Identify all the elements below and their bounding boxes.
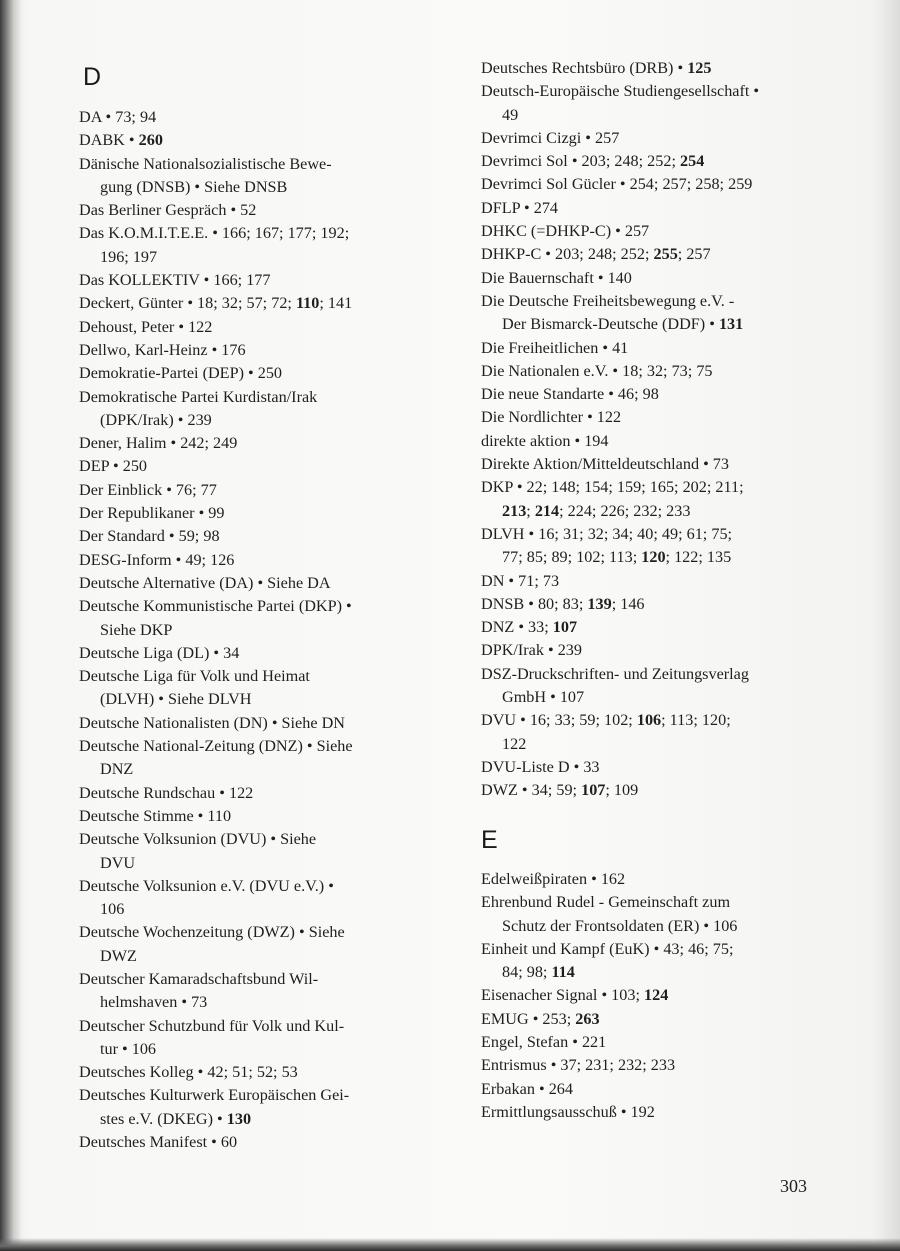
index-entry: Devrimci Sol • 203; 248; 252; 254 bbox=[481, 152, 705, 171]
index-entry: Edelweißpiraten • 162 bbox=[481, 870, 626, 888]
index-entry: Devrimci Cizgi • 257 bbox=[481, 128, 620, 147]
index-entry: Der Standard • 59; 98 bbox=[79, 527, 220, 546]
entries-e bbox=[481, 868, 826, 1124]
index-entry: Engel, Stefan • 221 bbox=[481, 1033, 607, 1052]
index-entry: Die Deutsche Freiheitsbewegung e.V. - Der Bismarck-Deutsche (DDF) • 131 bbox=[481, 291, 744, 334]
entries-d-right bbox=[481, 57, 826, 803]
index-entry: Ermittlungsausschuß • 192 bbox=[481, 1102, 655, 1121]
index-entry: Die Nordlichter • 122 bbox=[481, 408, 622, 427]
page-bottom-shadow bbox=[0, 1238, 900, 1251]
index-entry: Deutsche Volksunion e.V. (DVU e.V.) • 106 bbox=[79, 876, 334, 919]
index-entry: DA • 73; 94 bbox=[79, 108, 157, 126]
index-entry: DFLP • 274 bbox=[481, 198, 559, 217]
index-entry: Dehoust, Peter • 122 bbox=[79, 317, 213, 336]
index-entry: Deutsche Stimme • 110 bbox=[79, 806, 232, 825]
index-entry: Die Bauernschaft • 140 bbox=[481, 268, 632, 287]
index-entry: Deutsches Manifest • 60 bbox=[79, 1133, 238, 1152]
index-entry: DESG-Inform • 49; 126 bbox=[79, 550, 235, 569]
index-entry: Erbakan • 264 bbox=[481, 1079, 573, 1098]
index-entry: Deutsche Wochenzeitung (DWZ) • Siehe DWZ bbox=[79, 923, 345, 965]
index-entry: Deckert, Günter • 18; 32; 57; 72; 110; 141 bbox=[79, 294, 353, 313]
section-letter-d: D bbox=[83, 63, 102, 91]
index-entry: Eisenacher Signal • 103; 124 bbox=[481, 986, 669, 1005]
index-entry: DVU • 16; 33; 59; 102; 106; 113; 120; 122 bbox=[481, 711, 731, 753]
index-entry: Deutsche Nationalisten (DN) • Siehe DN bbox=[79, 713, 345, 732]
entries-d-left bbox=[79, 106, 414, 1154]
index-entry: Deutsche Liga für Volk und Heimat (DLVH) • Siehe DLVH bbox=[79, 667, 310, 709]
index-entry: Die neue Standarte • 46; 98 bbox=[481, 385, 659, 404]
index-entry: Deutsche Rundschau • 122 bbox=[79, 783, 254, 802]
index-entry: Deutsches Kulturwerk Europäischen Gei- stes e.V. (DKEG) • 130 bbox=[79, 1086, 350, 1128]
index-entry: DWZ • 34; 59; 107; 109 bbox=[481, 781, 639, 800]
index-entry: DLVH • 16; 31; 32; 34; 40; 49; 61; 75; 77; 85; 89; 102; 113; 120; 122; 135 bbox=[481, 524, 733, 567]
index-entry: Deutsche Kommunistische Partei (DKP) • Siehe DKP bbox=[79, 597, 352, 639]
index-entry: DKP • 22; 148; 154; 159; 165; 202; 211; 213; 214; 224; 226; 232; 233 bbox=[481, 478, 744, 520]
index-entry: Deutsches Kolleg • 42; 51; 52; 53 bbox=[79, 1063, 298, 1082]
book-spine-shadow bbox=[0, 0, 22, 1251]
index-entry: DHKC (=DHKP-C) • 257 bbox=[481, 222, 650, 241]
index-entry: Einheit und Kampf (EuK) • 43; 46; 75; 84; 98; 114 bbox=[481, 939, 734, 982]
index-entry: Dänische Nationalsozialistische Bewe- gung (DNSB) • Siehe DNSB bbox=[79, 154, 332, 196]
index-entry: Der Einblick • 76; 77 bbox=[79, 480, 217, 499]
index-entry: Deutsches Rechtsbüro (DRB) • 125 bbox=[481, 59, 712, 77]
index-entry: Dellwo, Karl-Heinz • 176 bbox=[79, 340, 246, 359]
index-entry: Deutscher Schutzbund für Volk und Kul- tur • 106 bbox=[79, 1016, 345, 1058]
index-entry: Die Freiheitlichen • 41 bbox=[481, 338, 629, 357]
index-entry: EMUG • 253; 263 bbox=[481, 1009, 600, 1028]
index-entry: Deutsche National-Zeitung (DNZ) • Siehe DNZ bbox=[79, 737, 353, 779]
index-entry: DABK • 260 bbox=[79, 131, 163, 150]
index-entry: Ehrenbund Rudel - Gemeinschaft zum Schutz der Frontsoldaten (ER) • 106 bbox=[481, 893, 738, 935]
index-entry: DN • 71; 73 bbox=[481, 571, 560, 590]
index-entry: DNZ • 33; 107 bbox=[481, 618, 578, 637]
index-entry: DEP • 250 bbox=[79, 457, 148, 476]
index-entry: Demokratische Partei Kurdistan/Irak (DPK/Irak) • 239 bbox=[79, 387, 318, 429]
index-entry: Deutsche Liga (DL) • 34 bbox=[79, 643, 240, 662]
index-entry: Der Republikaner • 99 bbox=[79, 504, 225, 523]
index-entry: DHKP-C • 203; 248; 252; 255; 257 bbox=[481, 245, 711, 264]
index-entry: Devrimci Sol Gücler • 254; 257; 258; 259 bbox=[481, 175, 753, 194]
index-entry: DNSB • 80; 83; 139; 146 bbox=[481, 594, 645, 613]
index-entry: Deutsche Volksunion (DVU) • Siehe DVU bbox=[79, 830, 317, 872]
index-entry: Direkte Aktion/Mitteldeutschland • 73 bbox=[481, 455, 729, 474]
index-entry: Entrismus • 37; 231; 232; 233 bbox=[481, 1056, 676, 1075]
index-entry: Das Berliner Gespräch • 52 bbox=[79, 201, 257, 220]
page-number: 303 bbox=[780, 1176, 807, 1196]
index-entry: DPK/Irak • 239 bbox=[481, 641, 582, 660]
section-letter-e: E bbox=[481, 826, 498, 854]
index-entry: Das K.O.M.I.T.E.E. • 166; 167; 177; 192; 196; 197 bbox=[79, 224, 350, 266]
index-entry: Das KOLLEKTIV • 166; 177 bbox=[79, 271, 271, 290]
index-entry: Dener, Halim • 242; 249 bbox=[79, 434, 238, 453]
index-entry: Deutscher Kamaradschaftsbund Wil- helmshaven • 73 bbox=[79, 969, 319, 1012]
index-entry: DSZ-Druckschriften- und Zeitungsverlag GmbH • 107 bbox=[481, 664, 749, 707]
index-entry: DVU-Liste D • 33 bbox=[481, 757, 600, 776]
index-entry: direkte aktion • 194 bbox=[481, 431, 609, 450]
index-entry: Deutsche Alternative (DA) • Siehe DA bbox=[79, 573, 331, 592]
index-entry: Die Nationalen e.V. • 18; 32; 73; 75 bbox=[481, 361, 713, 380]
index-entry: Deutsch-Europäische Studiengesellschaft • 49 bbox=[481, 82, 760, 124]
index-entry: Demokratie-Partei (DEP) • 250 bbox=[79, 364, 283, 383]
